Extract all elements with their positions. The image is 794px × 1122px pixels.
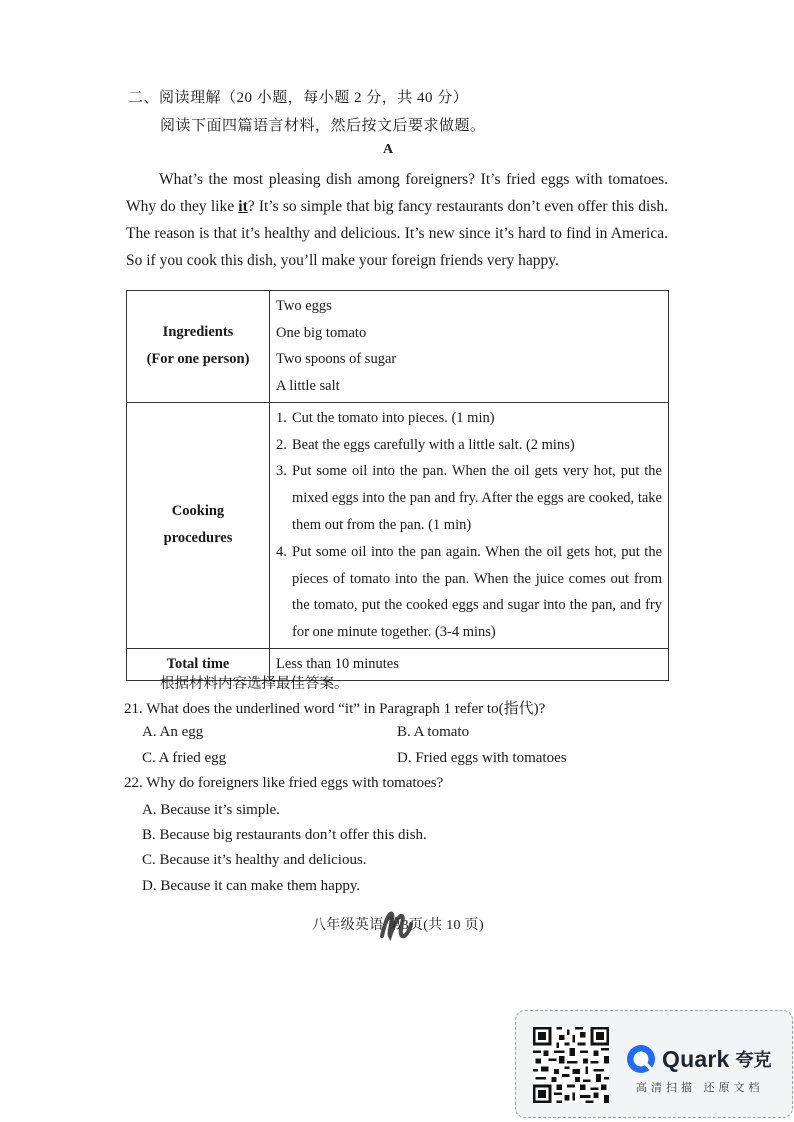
- underlined-word-it: it: [238, 198, 248, 215]
- q22-option-d: D. Because it can make them happy.: [142, 878, 361, 894]
- step-text: Put some oil into the pan again. When the oil gets hot, put the pieces of tomato into the pan. When the juice comes out from the tomato, put the cooked eggs and sugar into the pan, and fry for one minute together. (3-4 mins): [292, 543, 662, 641]
- quark-brand-name: Quark: [662, 1045, 730, 1072]
- q21-option-a: A. An egg: [142, 724, 204, 740]
- total-time-header: Total time: [127, 648, 270, 680]
- procedures-header: [127, 402, 270, 648]
- ingredient-item: One big tomato: [276, 324, 367, 341]
- section-title: 二、阅读理解（20 小题，每小题 2 分，共 40 分）: [128, 90, 469, 106]
- total-time-value: Less than 10 minutes: [270, 648, 669, 680]
- passage-text-pre: What’s the most pleasing dish among foreigners? It’s fried eggs with tomatoes. Why do they like: [126, 171, 668, 215]
- question-22-stem: 22. Why do foreigners like fried eggs with tomatoes?: [124, 775, 444, 791]
- recipe-table: [126, 290, 669, 681]
- ingredients-row: [127, 291, 669, 403]
- step-item: [276, 458, 662, 538]
- procedures-header-line1: Cooking: [171, 503, 225, 520]
- ingredient-item: A little salt: [276, 378, 340, 395]
- passage-paragraph: [126, 166, 668, 274]
- passage-label: A: [383, 142, 394, 157]
- handwritten-mark-icon: [378, 906, 414, 942]
- q22-option-c: C. Because it’s healthy and delicious.: [142, 852, 367, 868]
- q22-option-a: A. Because it’s simple.: [142, 802, 280, 818]
- step-number: 3.: [276, 463, 287, 480]
- step-text: Put some oil into the pan. When the oil gets very hot, put the mixed eggs into the pan and fry. After the eggs are cooked, take them out from the pan. (1 min): [292, 463, 662, 533]
- steps-list: [276, 405, 662, 646]
- passage-text-post: ? It’s so simple that big fancy restaurants don’t even offer this dish. The reason is that it’s healthy and delicious. It’s new since it’s hard to find in America. So if you cook this dish, you’ll make your foreign friends very happy.: [126, 198, 668, 269]
- ingredients-list: [270, 291, 669, 403]
- quark-logo: [626, 1041, 771, 1077]
- step-text: Cut the tomato into pieces. (1 min): [292, 409, 495, 426]
- ingredients-header-line1: Ingredients: [162, 324, 234, 341]
- q21-option-d: D. Fried eggs with tomatoes: [397, 750, 567, 766]
- ingredient-item: Two spoons of sugar: [276, 351, 397, 368]
- procedures-list: [270, 402, 669, 648]
- q21-option-b: B. A tomato: [397, 724, 470, 740]
- step-text: Beat the eggs carefully with a little salt. (2 mins): [292, 436, 575, 453]
- procedures-header-line2: procedures: [163, 530, 233, 547]
- step-item: [276, 539, 662, 646]
- qr-code-icon[interactable]: [533, 1027, 609, 1103]
- step-number: 2.: [276, 436, 287, 453]
- passage-a: [126, 166, 668, 274]
- quark-logo-icon: [626, 1044, 656, 1074]
- answer-instruction: 根据材料内容选择最佳答案。: [160, 676, 349, 692]
- question-21-stem: 21. What does the underlined word “it” in Paragraph 1 refer to(指代)?: [124, 701, 546, 717]
- ingredients-header: [127, 291, 270, 403]
- quark-brand-name-cn: 夸克: [735, 1050, 772, 1071]
- quark-tagline: 高清扫描 还原文档: [636, 1081, 764, 1094]
- step-number: 1.: [276, 409, 287, 426]
- step-item: [276, 405, 662, 432]
- q21-option-c: C. A fried egg: [142, 750, 227, 766]
- q22-option-b: B. Because big restaurants don’t offer this dish.: [142, 827, 427, 843]
- ingredient-item: Two eggs: [276, 298, 332, 314]
- step-item: [276, 432, 662, 459]
- step-number: 4.: [276, 543, 287, 560]
- ingredients-header-line2: (For one person): [146, 351, 250, 368]
- section-instruction: 阅读下面四篇语言材料，然后按文后要求做题。: [160, 118, 486, 134]
- quark-scan-badge[interactable]: [515, 1010, 793, 1118]
- page-footer: 八年级英语 第3页(共 10 页): [312, 918, 484, 933]
- procedures-row: [127, 402, 669, 648]
